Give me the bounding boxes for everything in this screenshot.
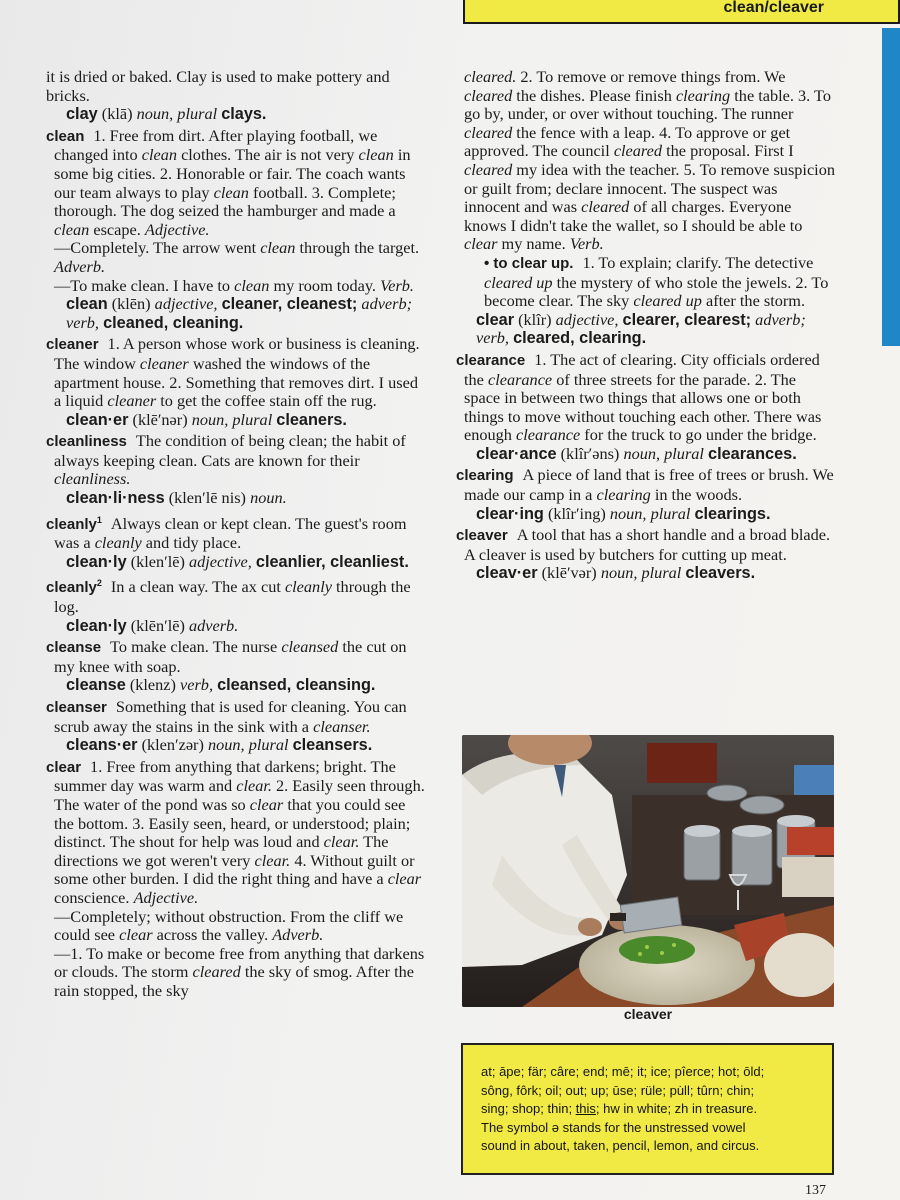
entry-clean-verb: —To make clean. I have to clean my room today. Verb.	[54, 275, 414, 295]
headword: cleanliness	[46, 433, 127, 451]
entry-cleanse: cleanse To make clean. The nurse cleansed the cut on my knee with soap.	[46, 637, 407, 676]
guide-word-tab: clean/cleaver	[463, 0, 900, 24]
entry-clear-verb-continued: cleared. 2. To remove or remove things from. We cleared the dishes. Please finish clearing the table. 3. To go by, under, or over without touching. The runner cleared the fence with a leap. 4. To approve or get approved. The council cleared the proposal. First I cleared my idea with the teacher. 5. To remove suspicion or guilt from; declare innocent. The suspect was innocent and was cleared of all charges. Everyone knows I didn't take the wallet, so I should be able to clear my name. Verb.	[464, 67, 835, 254]
pronunciation-cleanliness: clean·li·ness (klen′lē nis) noun.	[66, 488, 287, 508]
pronunciation-cleaver: cleav·er (klē′vər) noun, plural cleavers.	[476, 563, 756, 583]
pronunciation-clean: clean (klēn) adjective, cleaner, cleanest; adverb; verb, cleaned, cleaning.	[66, 294, 413, 332]
pronunciation-clearance: clear·ance (klîr′əns) noun, plural clearances.	[476, 443, 797, 463]
headword: cleanse	[46, 639, 102, 657]
right-column	[456, 68, 836, 583]
pronunciation-clay: clay (klā) noun, plural clays.	[66, 104, 267, 124]
entry-clearance: clearance 1. The act of clearing. City officials ordered the clearance of three streets for the parade. 2. The space in between two things that allows one or both things to move without touching each other. There was enough clearance for the truck to go under the bridge.	[456, 349, 822, 445]
entry-cleaver: cleaver A tool that has a short handle and a broad blade. A cleaver is used by butchers for cutting up meat.	[456, 525, 831, 564]
key-line: sông, fôrk; oil; out; up; ūse; rüle; pu̇ll; tûrn; chin;	[481, 1082, 755, 1098]
key-line: The symbol ə stands for the unstressed vowel	[481, 1119, 746, 1135]
cleaver-photo	[462, 735, 834, 1007]
entry-clearing: clearing A piece of land that is free of trees or brush. We made our camp in a clearing in the woods.	[456, 465, 834, 505]
key-line: sound in about, taken, pencil, lemon, and circus.	[481, 1138, 760, 1153]
pronunciation-clearing: clear·ing (klîr′ing) noun, plural clearings.	[476, 503, 771, 523]
headword: clean	[46, 127, 85, 145]
headword: clearance	[456, 351, 526, 369]
pronunciation-cleanly-2: clean·ly (klēn′lē) adverb.	[66, 615, 239, 635]
entry-to-clear-up: • to clear up. 1. To explain; clarify. The detective cleared up the mystery of who stole the jewels. 2. To become clear. The sky cleared up after the storm.	[484, 252, 829, 311]
key-line: at; āpe; fär; câre; end; mē; it; ice; pîerce; hot; ōld;	[481, 1064, 765, 1079]
entry-cleanser: cleanser Something that is used for cleaning. You can scrub away the stains in the sink with a cleanser.	[46, 697, 407, 736]
section-side-tab	[882, 28, 900, 346]
entry-cleanliness: cleanliness The condition of being clean; the habit of always keeping clean. Cats are known for their cleanliness.	[46, 431, 406, 489]
entry-clear-adverb: —Completely; without obstruction. From the cliff we could see clear across the valley. Adverb.	[54, 906, 404, 945]
entry-cleanly-1: cleanly$^1$ Always clean or kept clean. The guest's room was a cleanly and tidy place.	[46, 513, 407, 553]
page-number: 137	[805, 1183, 826, 1198]
pronunciation-clear: clear (klîr) adjective, clearer, clearest; adverb; verb, cleared, clearing.	[476, 309, 806, 348]
pronunciation-cleaner: clean·er (klē′nər) noun, plural cleaners.	[66, 409, 347, 429]
headword: cleaner	[46, 336, 99, 354]
headword: • to clear up.	[484, 254, 574, 272]
entry-cleaner: cleaner 1. A person whose work or business is cleaning. The window cleaner washed the windows of the apartment house. 2. Something that removes dirt. I used a liquid cleaner to get the coffee stain off the rug.	[46, 334, 420, 411]
headword: cleanser	[46, 699, 107, 716]
key-line: sing; shop; thin; this; hw in white; zh in treasure.	[481, 1101, 758, 1116]
entry-clear: clear 1. Free from anything that darkens; bright. The summer day was warm and clear. 2. Easily seen through. The water of the pond was so clear that you could see the bottom. 3. Easily seen, heard, or understood; plain; distinct. The shout for help was loud and clear. The directions we got weren't very clear. 4. Without guilt or some other burden. I did the right thing and have a clear conscience. Adjective.	[46, 756, 425, 907]
photo-caption: cleaver	[623, 1006, 673, 1022]
pronunciation-key-box	[461, 1043, 834, 1175]
headword: clearing	[456, 467, 514, 485]
left-column	[46, 68, 426, 1001]
headword: clear	[46, 758, 82, 776]
headword: cleanly$^1$	[46, 514, 102, 533]
headword: cleaver	[456, 527, 508, 545]
entry-clear-verb: —1. To make or become free from anything that darkens or clouds. The storm cleared the sky of smog. After the rain stopped, the sky	[54, 943, 425, 1000]
entry-clean-adverb: —Completely. The arrow went clean through the target. Adverb.	[54, 238, 420, 276]
entry-continuation: it is dried or baked. Clay is used to make pottery and bricks.	[46, 67, 390, 105]
entry-cleanly-2: cleanly$^2$ In a clean way. The ax cut cleanly through the log.	[46, 577, 411, 617]
entry-clean: clean 1. Free from dirt. After playing football, we changed into clean clothes. The air is not very clean in some big cities. 2. Honorable or fair. The coach wants our team always to play clean football. 3. Complete; thorough. The dog seized the hamburger and made a clean escape. Adjective.	[46, 125, 411, 239]
headword: cleanly$^2$	[46, 578, 102, 597]
pronunciation-cleanly-1: clean·ly (klen′lē) adjective, cleanlier, cleanliest.	[66, 551, 409, 571]
pronunciation-cleanser: cleans·er (klen′zər) noun, plural cleansers.	[66, 735, 373, 755]
pronunciation-cleanse: cleanse (klenz) verb, cleansed, cleansing.	[66, 675, 376, 695]
